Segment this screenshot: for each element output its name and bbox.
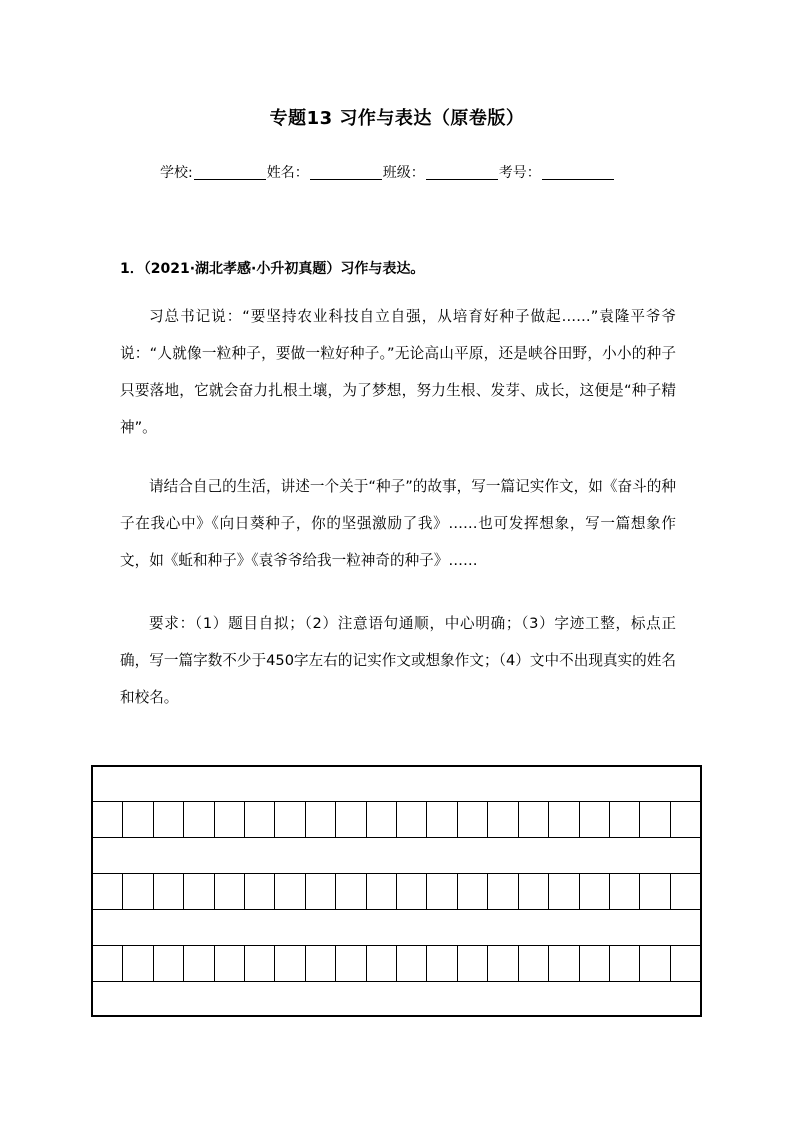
exam-number-blank[interactable] bbox=[542, 163, 614, 180]
grid-cell-row[interactable] bbox=[93, 946, 700, 982]
grid-cell[interactable] bbox=[397, 946, 427, 981]
grid-cell-row[interactable] bbox=[93, 802, 700, 838]
grid-cell[interactable] bbox=[580, 802, 610, 837]
grid-cell[interactable] bbox=[336, 802, 366, 837]
grid-cell[interactable] bbox=[306, 874, 336, 909]
grid-cell[interactable] bbox=[610, 802, 640, 837]
grid-cell[interactable] bbox=[245, 946, 275, 981]
grid-cell[interactable] bbox=[397, 874, 427, 909]
writing-grid[interactable] bbox=[91, 765, 702, 1017]
grid-cell[interactable] bbox=[215, 802, 245, 837]
requirements-paragraph: 要求：（1）题目自拟；（2）注意语句通顺，中心明确；（3）字迹工整，标点正确，写一篇字数不少于450字左右的记实作文或想象作文；（4）文中不出现真实的姓名和校名。 bbox=[120, 615, 676, 706]
grid-cell[interactable] bbox=[427, 946, 457, 981]
grid-cell[interactable] bbox=[671, 874, 700, 909]
grid-cell[interactable] bbox=[458, 946, 488, 981]
grid-spacer-row bbox=[93, 982, 700, 1015]
name-blank[interactable] bbox=[310, 163, 382, 180]
class-blank[interactable] bbox=[426, 163, 498, 180]
grid-spacer-row bbox=[93, 767, 700, 802]
grid-cell[interactable] bbox=[458, 874, 488, 909]
grid-cell[interactable] bbox=[275, 802, 305, 837]
grid-spacer-row bbox=[93, 838, 700, 874]
grid-cell[interactable] bbox=[367, 946, 397, 981]
grid-cell[interactable] bbox=[367, 802, 397, 837]
grid-cell[interactable] bbox=[549, 802, 579, 837]
grid-cell[interactable] bbox=[458, 802, 488, 837]
grid-spacer-row bbox=[93, 910, 700, 946]
grid-cell[interactable] bbox=[184, 874, 214, 909]
grid-cell[interactable] bbox=[123, 874, 153, 909]
grid-cell[interactable] bbox=[336, 874, 366, 909]
grid-cell[interactable] bbox=[397, 802, 427, 837]
grid-cell[interactable] bbox=[93, 874, 123, 909]
grid-cell[interactable] bbox=[245, 874, 275, 909]
prompt-paragraph-1: 习总书记说：“要坚持农业科技自立自强，从培育好种子做起……”袁隆平爷爷说：“人就像一粒种子，要做一粒好种子。”无论高山平原，还是峡谷田野，小小的种子只要落地，它就会奋力扎根土壤，为了梦想，努力生根、发芽、成长，这便是“种子精神”。 bbox=[120, 308, 676, 436]
name-label: 姓名： bbox=[266, 165, 309, 181]
grid-cell[interactable] bbox=[580, 874, 610, 909]
grid-cell[interactable] bbox=[306, 802, 336, 837]
grid-cell[interactable] bbox=[671, 802, 700, 837]
grid-cell[interactable] bbox=[275, 946, 305, 981]
school-label: 学校: bbox=[160, 165, 193, 181]
grid-cell[interactable] bbox=[519, 946, 549, 981]
grid-cell[interactable] bbox=[154, 946, 184, 981]
grid-cell[interactable] bbox=[245, 802, 275, 837]
grid-cell[interactable] bbox=[123, 802, 153, 837]
grid-cell[interactable] bbox=[275, 874, 305, 909]
grid-cell[interactable] bbox=[154, 802, 184, 837]
prompt-paragraph-2: 请结合自己的生活，讲述一个关于“种子”的故事，写一篇记实作文，如《奋斗的种子在我心中》《向日葵种子，你的坚强激励了我》……也可发挥想象，写一篇想象作文，如《蚯和种子》《袁爷爷给我一粒神奇的种子》…… bbox=[120, 478, 676, 569]
grid-cell[interactable] bbox=[306, 946, 336, 981]
grid-cell[interactable] bbox=[610, 874, 640, 909]
grid-cell[interactable] bbox=[549, 874, 579, 909]
grid-cell[interactable] bbox=[184, 802, 214, 837]
grid-cell[interactable] bbox=[519, 874, 549, 909]
grid-cell[interactable] bbox=[488, 946, 518, 981]
grid-cell[interactable] bbox=[488, 802, 518, 837]
question-header: 1．（2021·湖北孝感·小升初真题）习作与表达。 bbox=[120, 261, 425, 277]
grid-cell[interactable] bbox=[610, 946, 640, 981]
school-blank[interactable] bbox=[194, 163, 266, 180]
grid-cell[interactable] bbox=[93, 802, 123, 837]
grid-cell[interactable] bbox=[336, 946, 366, 981]
class-label: 班级： bbox=[382, 165, 425, 181]
grid-cell[interactable] bbox=[154, 874, 184, 909]
grid-cell[interactable] bbox=[367, 874, 397, 909]
grid-cell[interactable] bbox=[215, 946, 245, 981]
grid-cell[interactable] bbox=[215, 874, 245, 909]
grid-cell[interactable] bbox=[488, 874, 518, 909]
grid-cell[interactable] bbox=[427, 802, 457, 837]
grid-cell[interactable] bbox=[549, 946, 579, 981]
grid-cell[interactable] bbox=[93, 946, 123, 981]
grid-cell[interactable] bbox=[123, 946, 153, 981]
grid-cell[interactable] bbox=[427, 874, 457, 909]
student-info-line bbox=[160, 162, 615, 182]
grid-cell[interactable] bbox=[640, 802, 670, 837]
grid-cell[interactable] bbox=[519, 802, 549, 837]
grid-cell[interactable] bbox=[580, 946, 610, 981]
grid-cell-row[interactable] bbox=[93, 874, 700, 910]
grid-cell[interactable] bbox=[184, 946, 214, 981]
grid-cell[interactable] bbox=[640, 874, 670, 909]
grid-cell[interactable] bbox=[640, 946, 670, 981]
page-title: 专题13 习作与表达（原卷版） bbox=[269, 108, 525, 129]
grid-cell[interactable] bbox=[671, 946, 700, 981]
exam-number-label: 考号： bbox=[498, 165, 541, 181]
